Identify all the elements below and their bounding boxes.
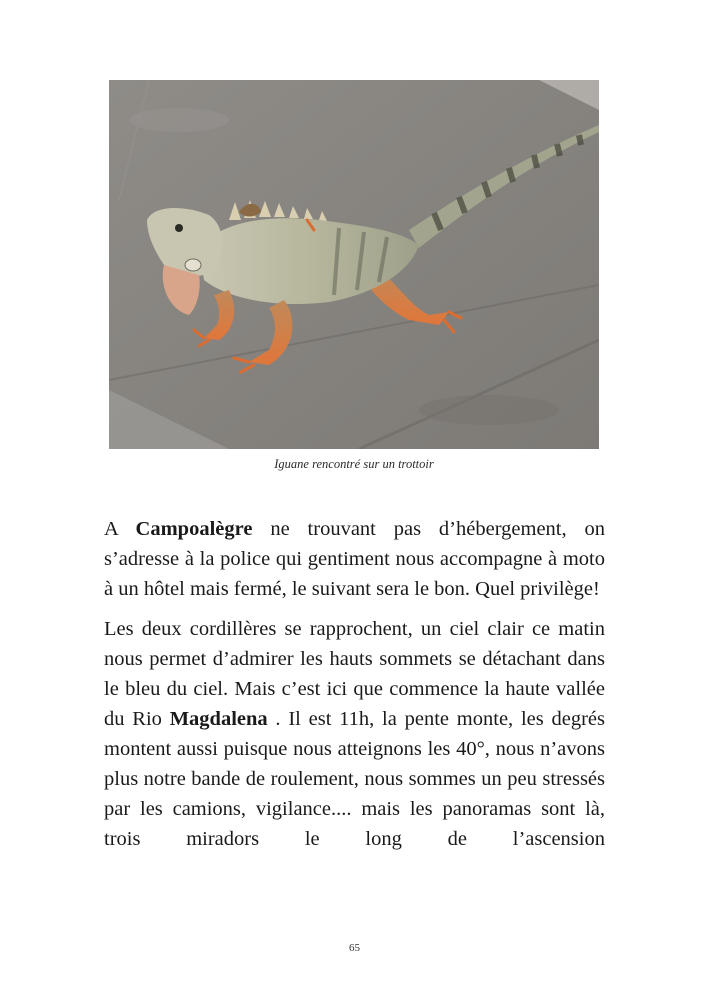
text-run: ne trouvant pas d’hébergement, on s’adresse à la police qui gentiment nous accompagne à moto à un hôtel mais fermé, le suivant sera le bon. Quel privilège!	[104, 518, 605, 600]
paragraph	[104, 614, 605, 854]
place-name: Magdalena	[169, 708, 268, 730]
place-name: Campoalègre	[135, 518, 253, 540]
text-run: A	[104, 518, 136, 540]
figure-caption: Iguane rencontré sur un trottoir	[274, 457, 434, 471]
page-number: 65	[349, 942, 360, 954]
paragraph	[104, 514, 605, 604]
text-run: . Il est 11h, la pente monte, les degrés montent aussi puisque nous atteignons les 40°, nous n’avons plus notre bande de roulement, nous sommes un peu stressés par les camions, vigilance.... mais les panoramas sont là, trois miradors le long de l’ascension	[104, 708, 605, 850]
body-text	[104, 514, 605, 854]
text-run: Les deux cordillères se rapprochent, un ciel clair ce matin nous permet d’admirer les hauts sommets se détachant dans le bleu du ciel. Mais c’est ici que commence la haute vallée du Rio	[104, 618, 605, 730]
iguana-photo	[109, 80, 599, 449]
